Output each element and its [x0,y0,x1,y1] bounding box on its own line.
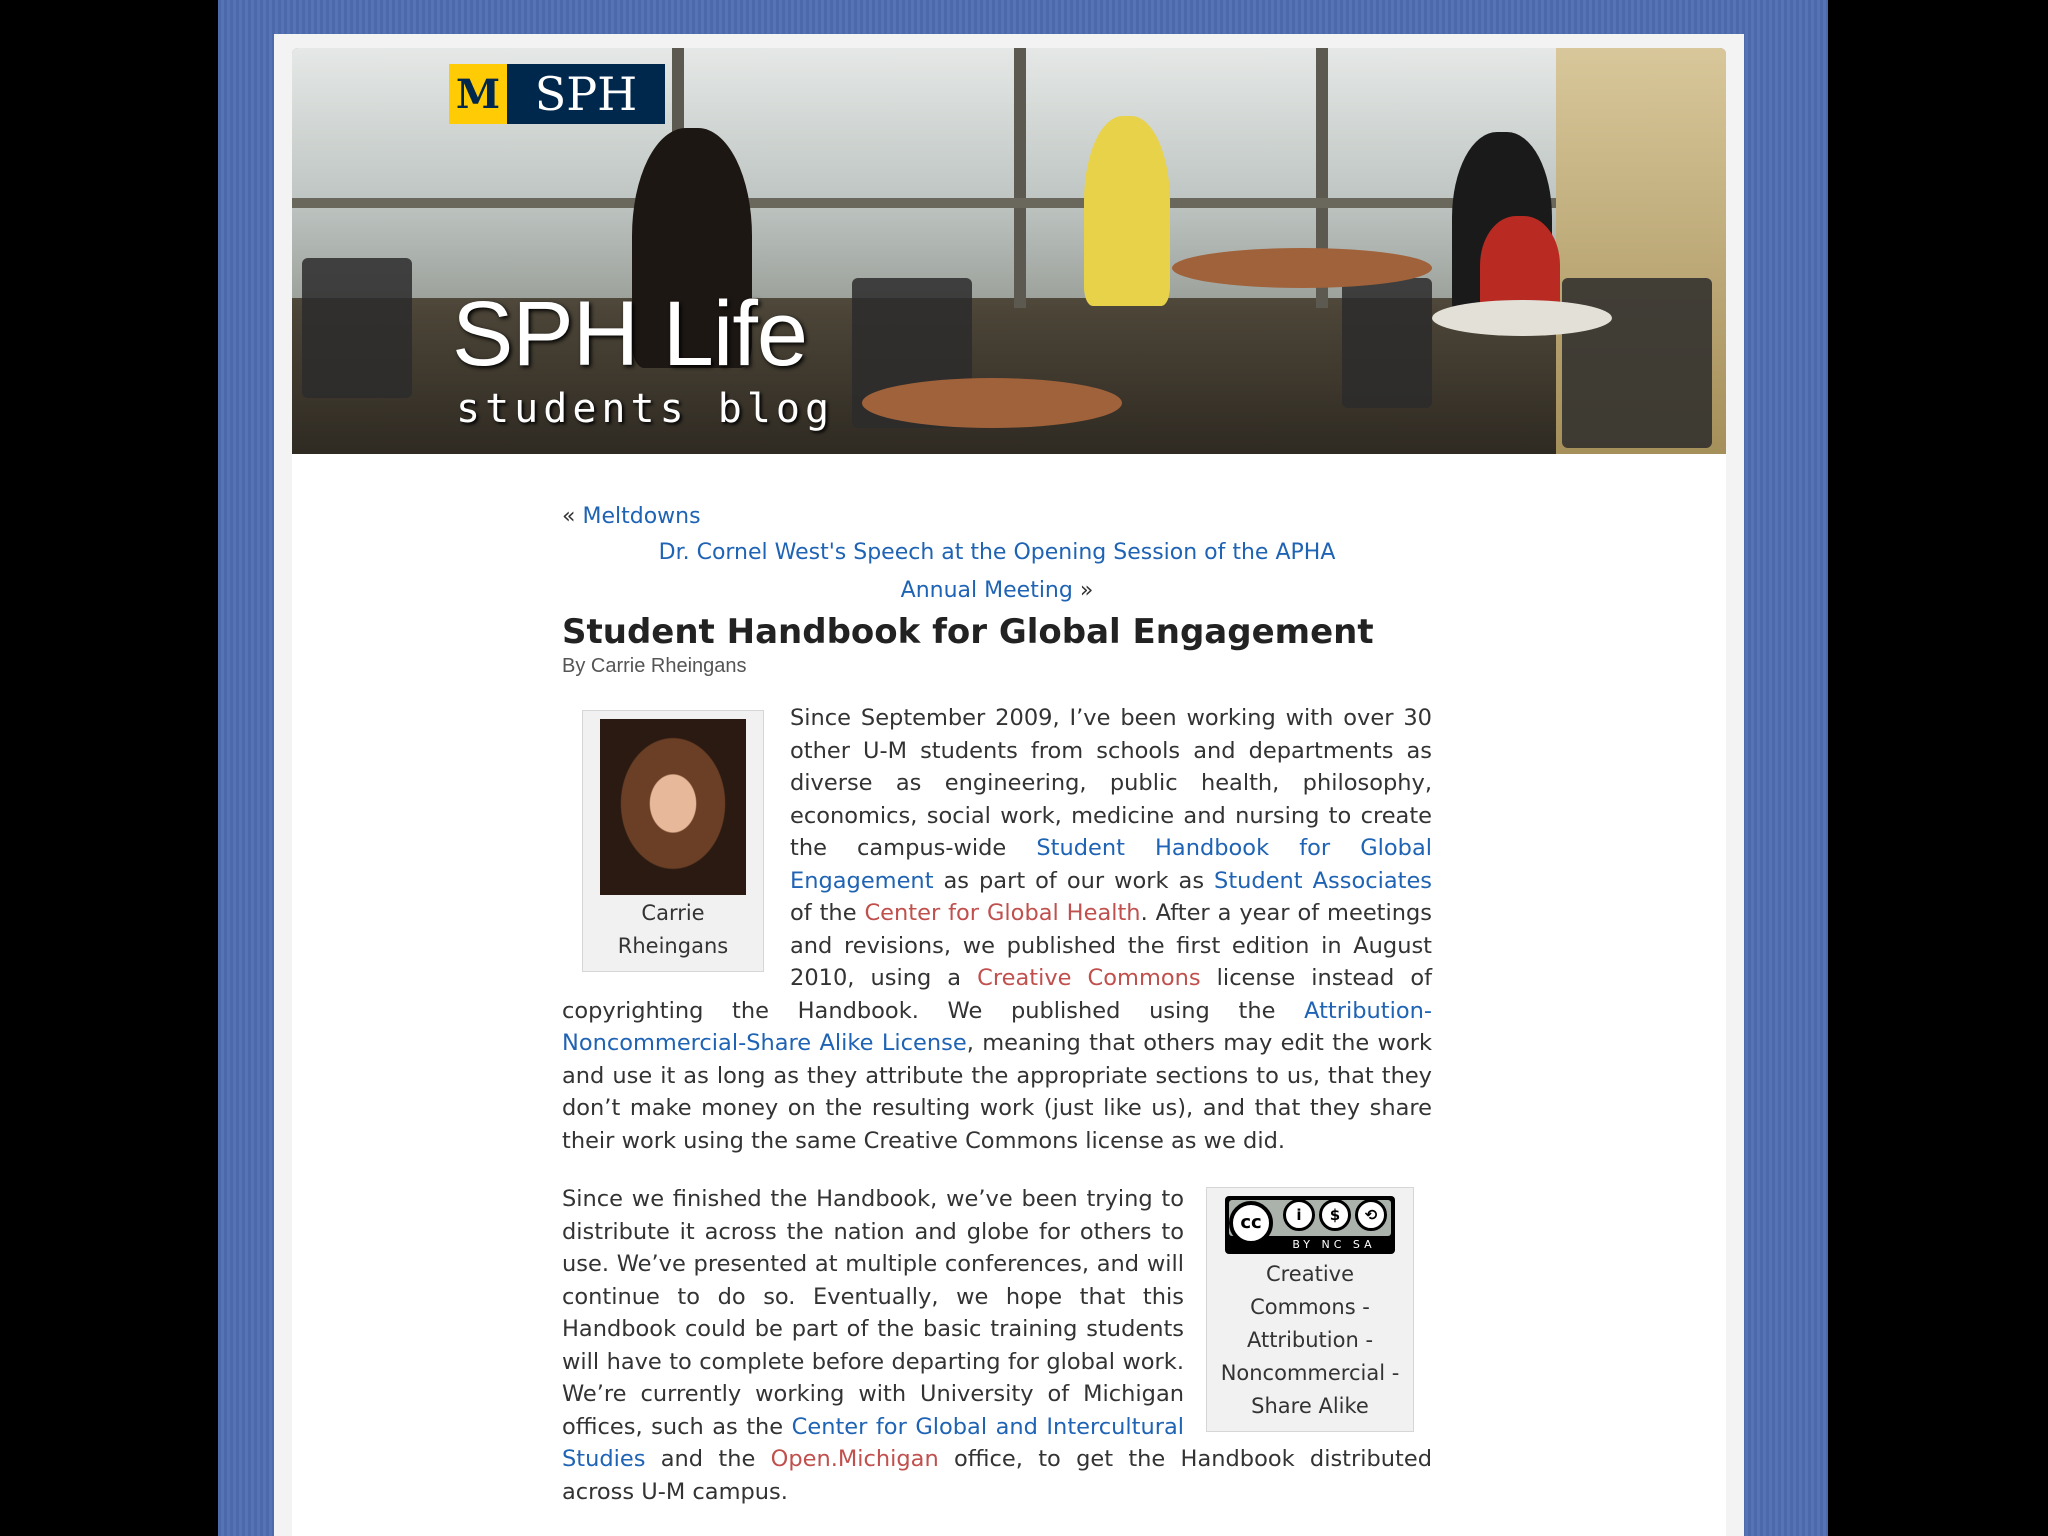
main-content [292,454,1726,1536]
cc-by-nc-sa-badge[interactable] [1225,1196,1395,1254]
cc-icon: cc [1229,1201,1273,1245]
previous-post-nav [562,502,1432,534]
paragraph-text: Since September 2009, I’ve been working with over 30 other U-M students from schools and departments as diverse as engineering, public health, philosophy, economics, social work, medicine and nursing to create the campus-wide [790,705,1432,861]
handbook-link[interactable]: Student Handbook for Global Engagement [790,835,1432,894]
logo-m-block: M [449,64,507,124]
blog-frame [218,0,1828,1536]
blog-subtitle: students blog [456,386,835,432]
cafe-table [1172,248,1432,288]
prev-arrow: « [562,504,576,529]
next-arrow: » [1079,578,1094,603]
center-for-global-health-link[interactable]: Center for Global Health [864,900,1141,926]
paragraph-text: and the [645,1446,771,1472]
paragraph-text: , meaning that others may edit the work and use it as long as they attribute the appropriate sections to us, that they don’t make money on the resulting work (just like us), and that they share their work using the same Creative Commons license as we did. [562,1030,1432,1154]
author-photo-caption: Carrie Rheingans [617,901,729,958]
license-link[interactable]: Attribution-Noncommercial-Share Alike License [562,997,1432,1056]
window-mullion [1014,48,1026,308]
next-post-nav [562,534,1432,610]
paragraph-text: . After a year of meetings and revisions, we published the first edition in August 2010, using a [790,900,1433,991]
cc-badge-labels: BY NC SA [1292,1238,1376,1251]
paragraph-text: license instead of copyrighting the Handbook. We published using the [562,965,1433,1024]
noncommercial-icon: $ [1319,1199,1351,1231]
paragraph-text: as part of our work as [933,867,1215,894]
student-associates-link[interactable]: Student Associates [1214,867,1433,894]
post-byline: By Carrie Rheingans [562,655,747,677]
cc-license-figure [1206,1187,1414,1432]
student-figure [1084,116,1170,306]
cafe-table [862,378,1122,428]
cafe-table [1432,300,1612,336]
page-container [274,34,1744,1536]
logo-sph-block: SPH [507,64,665,124]
post-title: Student Handbook for Global Engagement [562,612,1374,652]
author-photo-figure [582,710,764,972]
next-post-link[interactable]: Dr. Cornel West's Speech at the Opening Session of the APHA Annual Meeting [658,540,1336,603]
paragraph-text: of the [790,900,865,926]
center-for-global-intercultural-studies-link[interactable]: Center for Global and Intercultural Studies [562,1413,1184,1472]
open-michigan-link[interactable]: Open.Michigan [770,1446,939,1472]
cc-caption: Creative Commons - Attribution - Noncommercial - Share Alike [1220,1262,1400,1418]
author-photo [600,719,746,895]
blog-title: SPH Life [452,283,808,385]
attribution-icon: i [1283,1199,1315,1231]
creative-commons-link[interactable]: Creative Commons [977,965,1201,991]
paragraph-text: Since we finished the Handbook, we’ve been trying to distribute it across the nation and globe for others to use. We’ve presented at multiple conferences, and will continue to do so. Eventually, we hope that this Handbook could be part of the basic training students will have to complete before departing for global work. We’re currently working with University of Michigan offices, such as the [562,1186,1184,1440]
chair [302,258,412,398]
chair [1342,278,1432,408]
paragraph-text: office, to get the Handbook distributed across U-M campus. [562,1446,1432,1505]
post-column [562,502,1432,1534]
chair [1562,278,1712,448]
previous-post-link[interactable]: Meltdowns [582,504,701,529]
msph-logo[interactable] [449,64,665,124]
share-alike-icon: ⟲ [1355,1199,1387,1231]
blog-header-banner[interactable] [292,48,1726,454]
